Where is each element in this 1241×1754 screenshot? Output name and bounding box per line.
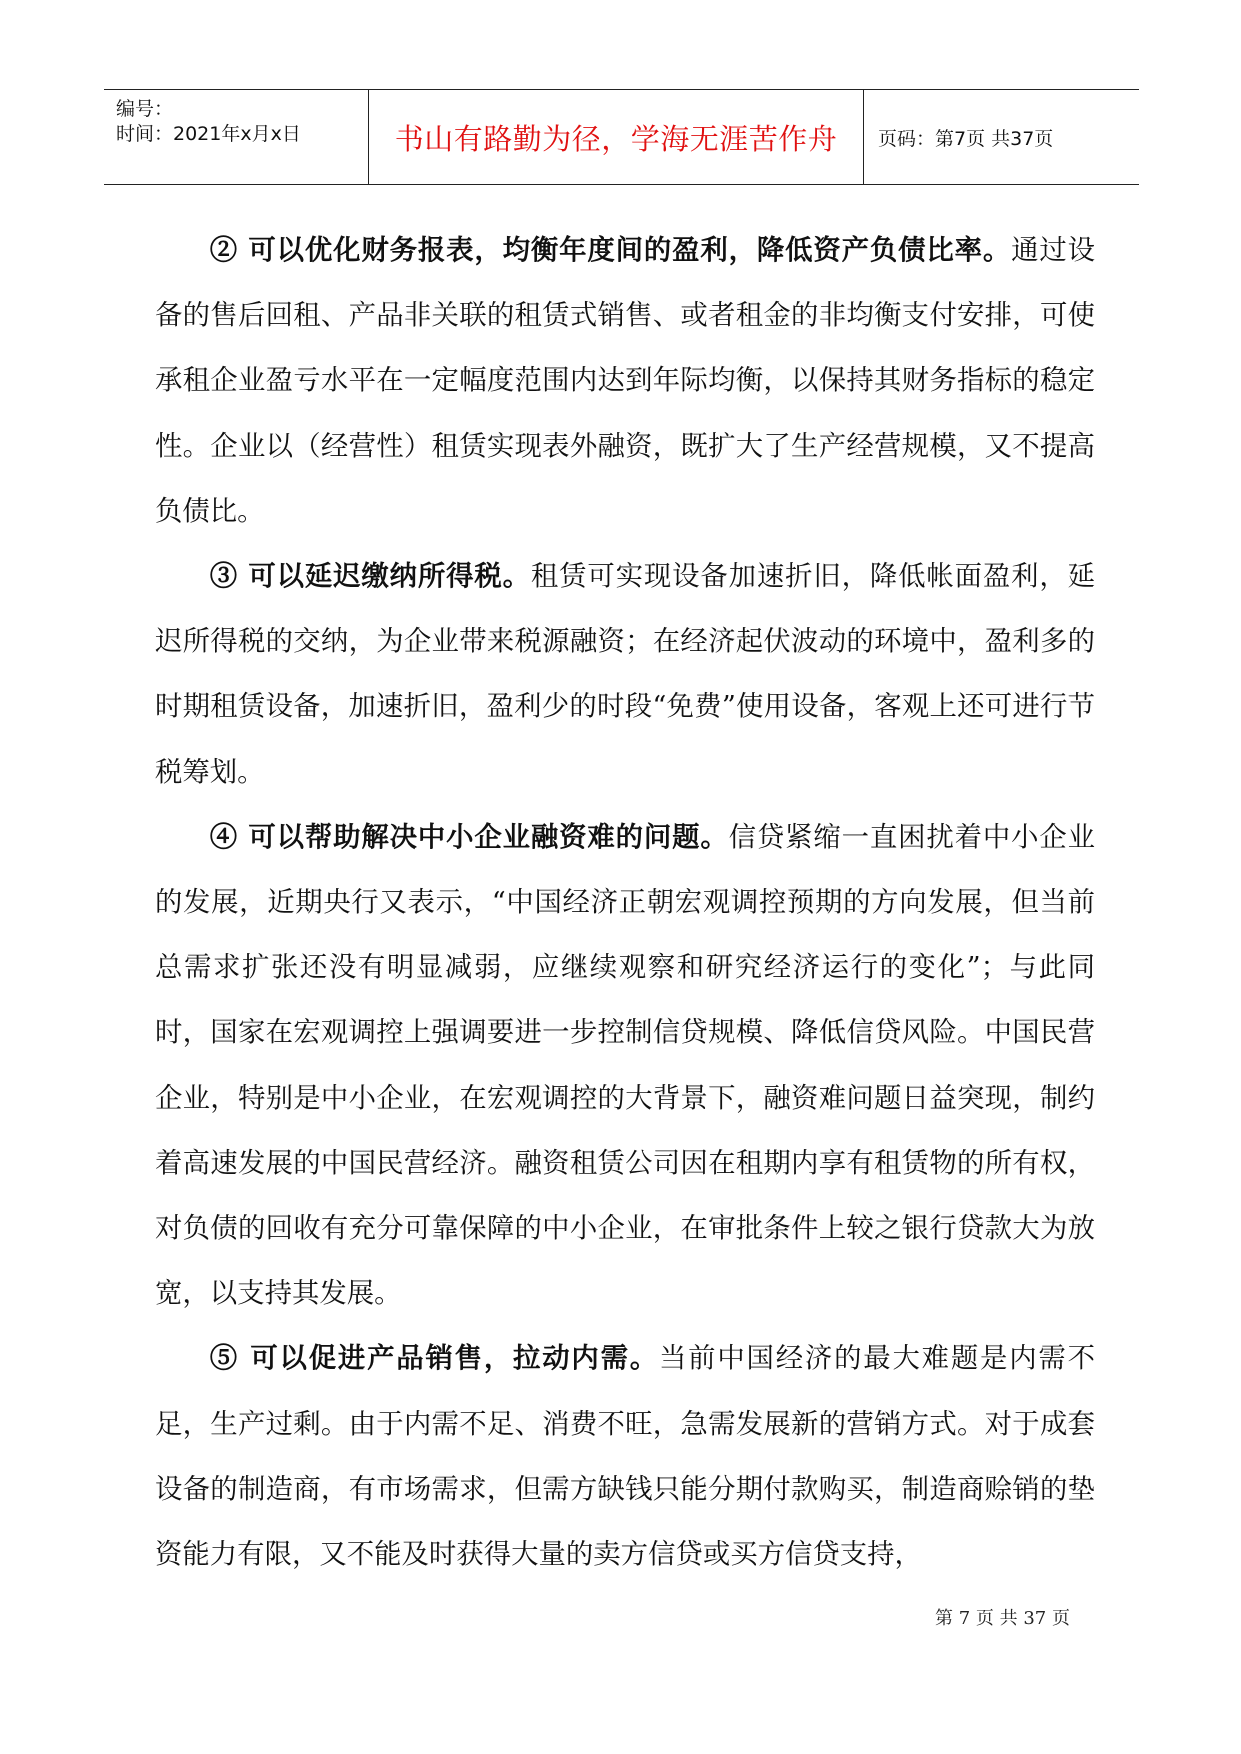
paragraph-text: 当前中国经济的最大难题是内需不足，生产过剩。由于内需不足、消费不旺，急需发展新的营销方式。对于成套设备的制造商，有市场需求，但需方缺钱只能分期付款购买，制造商赊销的垫资能力有限，又不能及时获得大量的卖方信贷或买方信贷支持， <box>155 1343 1095 1571</box>
header-page-cell <box>864 90 1139 184</box>
paragraph-lead: ③ 可以延迟缴纳所得税。 <box>209 560 531 593</box>
page-footer-number: 第 7 页 共 37 页 <box>935 1608 1070 1629</box>
paragraph-lead: ⑤ 可以促进产品销售，拉动内需。 <box>209 1342 659 1375</box>
paragraph-sme-financing <box>155 805 1095 1327</box>
document-body <box>155 218 1095 1587</box>
paragraph-text: 通过设备的售后回租、产品非关联的租赁式销售、或者租金的非均衡支付安排，可使承租企业盈亏水平在一定幅度范围内达到年际均衡，以保持其财务指标的稳定性。企业以（经营性）租赁实现表外融资，既扩大了生产经营规模，又不提高负债比。 <box>155 235 1095 527</box>
document-time-label: 时间：2021年x月x日 <box>116 123 301 145</box>
document-number-label: 编号： <box>116 98 174 120</box>
header-motto: 书山有路勤为径，学海无涯苦作舟 <box>394 121 838 156</box>
paragraph-lead: ② 可以优化财务报表，均衡年度间的盈利，降低资产负债比率。 <box>209 234 1012 266</box>
paragraph-defer-income-tax <box>155 544 1095 805</box>
page-header <box>104 89 1139 185</box>
paragraph-promote-sales <box>155 1326 1095 1587</box>
paragraph-text: 信贷紧缩一直困扰着中小企业的发展，近期央行又表示，“中国经济正朝宏观调控预期的方向发展，但当前总需求扩张还没有明显减弱，应继续观察和研究经济运行的变化”；与此同时，国家在宏观调控上强调要进一步控制信贷规模、降低信贷风险。中国民营企业，特别是中小企业，在宏观调控的大背景下，融资难问题日益突现，制约着高速发展的中国民营经济。融资租赁公司因在租期内享有租赁物的所有权，对负债的回收有充分可靠保障的中小企业，在审批条件上较之银行贷款大为放宽，以支持其发展。 <box>155 821 1095 1310</box>
paragraph-text: 租赁可实现设备加速折旧，降低帐面盈利，延迟所得税的交纳，为企业带来税源融资；在经济起伏波动的环境中，盈利多的时期租赁设备，加速折旧，盈利少的时段“免费”使用设备，客观上还可进行节税筹划。 <box>155 561 1095 788</box>
paragraph-lead: ④ 可以帮助解决中小企业融资难的问题。 <box>209 820 729 853</box>
header-motto-cell <box>369 90 864 184</box>
header-meta-cell <box>104 90 369 184</box>
paragraph-optimize-financial-statements <box>155 218 1095 544</box>
header-page-info: 页码：第7页 共37页 <box>878 127 1054 150</box>
